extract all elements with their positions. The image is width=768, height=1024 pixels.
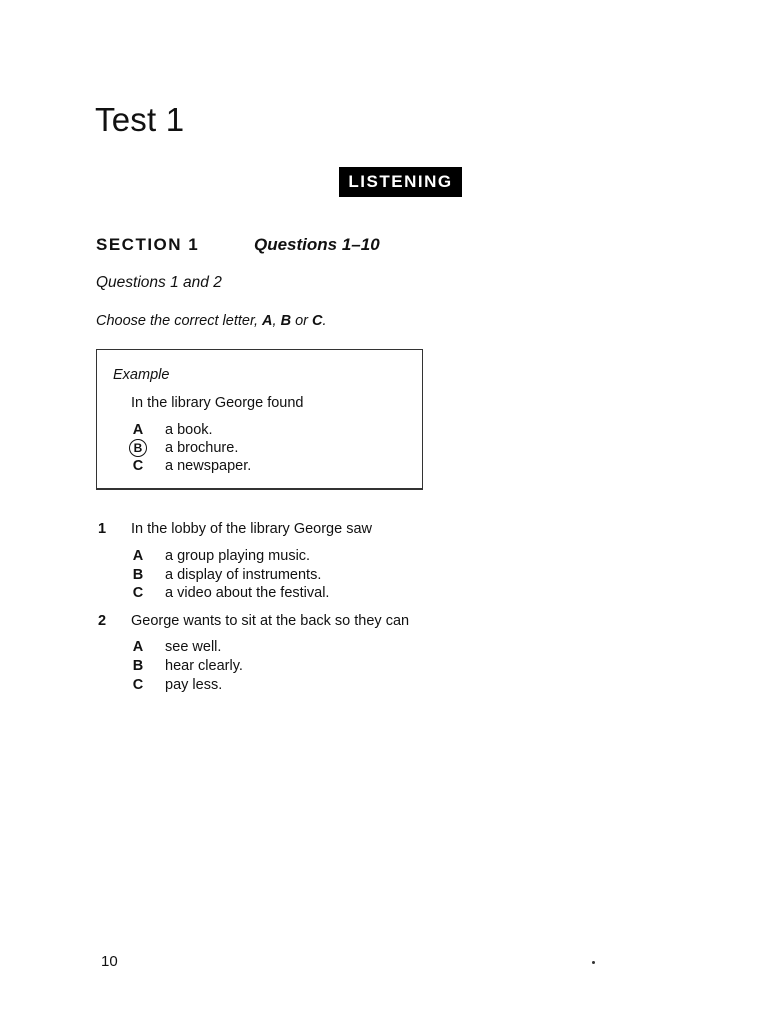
questions-subheading: Questions 1 and 2 — [96, 274, 222, 291]
listening-banner: LISTENING — [339, 167, 462, 197]
option-letter: A — [132, 639, 144, 655]
option-text: see well. — [165, 639, 222, 655]
instruction-letter-c: C — [312, 313, 323, 329]
option-text: a brochure. — [165, 440, 239, 456]
example-box — [96, 349, 423, 490]
option-text: pay less. — [165, 677, 223, 693]
option-letter: C — [132, 585, 144, 601]
option-letter: C — [132, 677, 144, 693]
question-stem: In the lobby of the library George saw — [131, 521, 372, 537]
option-text: a display of instruments. — [165, 567, 322, 583]
option-text: a book. — [165, 422, 213, 438]
option-letter: B — [132, 658, 144, 674]
question-stem: George wants to sit at the back so they can — [131, 613, 410, 629]
question-number: 1 — [98, 521, 107, 537]
circled-answer-icon: B — [129, 439, 147, 457]
instruction-sep: , — [272, 313, 281, 329]
question-number: 2 — [98, 613, 107, 629]
page-number: 10 — [101, 953, 118, 970]
section-question-range: Questions 1–10 — [254, 235, 380, 254]
section-heading — [96, 234, 380, 257]
option-text: a group playing music. — [165, 548, 311, 564]
example-label: Example — [113, 367, 170, 383]
option-letter: A — [132, 548, 144, 564]
instruction-sep: or — [291, 313, 313, 329]
option-text: a video about the festival. — [165, 585, 330, 601]
instruction-text — [96, 311, 327, 331]
instruction-letter-b: B — [280, 313, 292, 329]
option-text: a newspaper. — [165, 458, 252, 474]
instruction-letter-a: A — [262, 313, 273, 329]
example-stem: In the library George found — [131, 395, 304, 411]
scan-speck — [592, 961, 595, 964]
option-letter: B — [132, 567, 144, 583]
option-letter: C — [132, 458, 144, 474]
instruction-suffix: . — [322, 313, 327, 329]
instruction-prefix: Choose the correct letter, — [96, 313, 263, 329]
option-letter-selected — [131, 439, 145, 458]
option-text: hear clearly. — [165, 658, 243, 674]
test-title: Test 1 — [95, 101, 185, 138]
option-letter: A — [132, 422, 144, 438]
section-label: SECTION 1 — [96, 235, 200, 254]
